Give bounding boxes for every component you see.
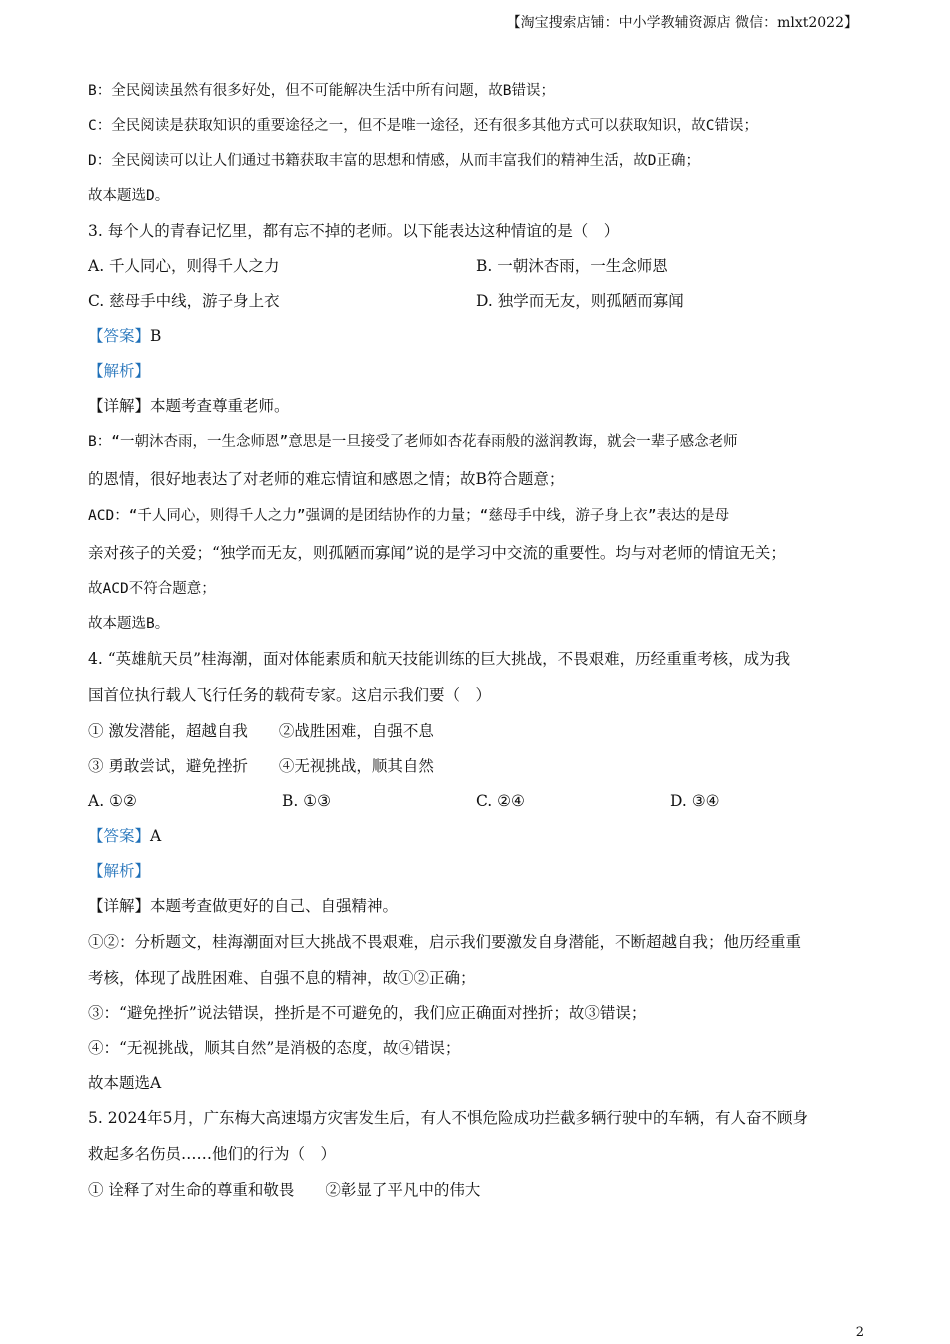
- analysis-tag: 【解析】: [88, 362, 151, 380]
- explanation-line: ①②：分析题文，桂海潮面对巨大挑战不畏艰难，启示我们要激发自身潜能，不断超越自我；他历经重重: [88, 933, 802, 951]
- question-5-stem: 5. 2024年5月，广东梅大高速塌方灾害发生后，有人不惧危险成功拦截多辆行驶中的车辆，有人奋不顾身: [88, 1109, 809, 1127]
- explanation-line: 故ACD不符合题意；: [88, 581, 216, 597]
- page-number: 2: [855, 1325, 864, 1340]
- analysis-tag: 【解析】: [88, 862, 151, 880]
- explanation-line: ACD：“千人同心，则得千人之力”强调的是团结协作的力量；“慈母手中线，游子身上衣”表达的是母: [88, 508, 730, 524]
- answer-tag: 【答案】: [88, 827, 151, 845]
- page-header: 【淘宝搜索店铺：中小学教辅资源店 微信：mlxt2022】: [506, 15, 858, 31]
- option-d: D. 独学而无友，则孤陋而寡闻: [476, 292, 684, 310]
- explanation-line: 故本题选B。: [88, 616, 170, 632]
- text-line: D：全民阅读可以让人们通过书籍获取丰富的思想和情感，从而丰富我们的精神生活，故D正确；: [88, 153, 700, 169]
- question-4-stem: 4. “英雄航天员”桂海潮，面对体能素质和航天技能训练的巨大挑战，不畏艰难，历经重重考核，成为我: [88, 650, 791, 668]
- text-line: C：全民阅读是获取知识的重要途径之一，但不是唯一途径，还有很多其他方式可以获取知识，故C错误；: [88, 118, 758, 134]
- question-4-stem-cont: 国首位执行载人飞行任务的载荷专家。这启示我们要（ ）: [88, 686, 492, 704]
- answer-line: [88, 319, 868, 354]
- question-4-options: [88, 784, 868, 819]
- option-a: A. ①②: [88, 792, 137, 810]
- explanation-line: 的恩情，很好地表达了对老师的难忘情谊和感恩之情；故B符合题意；: [88, 470, 565, 488]
- option-c: C. ②④: [476, 792, 525, 810]
- option-b: B. 一朝沐杏雨，一生念师恩: [476, 257, 668, 275]
- option-c: C. 慈母手中线，游子身上衣: [88, 292, 280, 310]
- question-3-options-row1: [88, 249, 868, 284]
- explanation-line: ④：“无视挑战，顺其自然”是消极的态度，故④错误；: [88, 1039, 461, 1057]
- explanation-line: B：“一朝沐杏雨，一生念师恩”意思是一旦接受了老师如杏花春雨般的滋润教诲，就会一辈子感念老师: [88, 434, 738, 450]
- text-line: 故本题选D。: [88, 188, 170, 204]
- question-5-stem-cont: 救起多名伤员……他们的行为（ ）: [88, 1145, 337, 1163]
- detail-line: 【详解】本题考查尊重老师。: [88, 397, 290, 415]
- option-a: A. 千人同心，则得千人之力: [88, 257, 280, 275]
- question-4-items: ① 激发潜能，超越自我 ②战胜困难，自强不息: [88, 722, 434, 740]
- question-5-items: ① 诠释了对生命的尊重和敬畏 ②彰显了平凡中的伟大: [88, 1181, 481, 1199]
- text-line: B：全民阅读虽然有很多好处，但不可能解决生活中所有问题，故B错误；: [88, 83, 555, 99]
- question-3-stem: 3. 每个人的青春记忆里，都有忘不掉的老师。以下能表达这种情谊的是（ ）: [88, 222, 620, 240]
- option-d: D. ③④: [670, 792, 720, 810]
- question-4-items: ③ 勇敢尝试，避免挫折 ④无视挑战，顺其自然: [88, 757, 434, 775]
- option-b: B. ①③: [282, 792, 332, 810]
- document-body: [88, 74, 868, 1208]
- question-3-options-row2: [88, 284, 868, 319]
- explanation-line: 故本题选A: [88, 1074, 162, 1092]
- explanation-line: 亲对孩子的关爱；“独学而无友，则孤陋而寡闻”说的是学习中交流的重要性。均与对老师的情谊无关；: [88, 544, 786, 562]
- answer-value: A: [150, 827, 162, 845]
- answer-tag: 【答案】: [88, 327, 151, 345]
- explanation-line: ③：“避免挫折”说法错误，挫折是不可避免的，我们应正确面对挫折；故③错误；: [88, 1004, 647, 1022]
- explanation-line: 考核，体现了战胜困难、自强不息的精神，故①②正确；: [88, 969, 476, 987]
- answer-value: B: [150, 327, 162, 345]
- detail-line: 【详解】本题考查做更好的自己、自强精神。: [88, 897, 399, 915]
- answer-line: [88, 819, 868, 854]
